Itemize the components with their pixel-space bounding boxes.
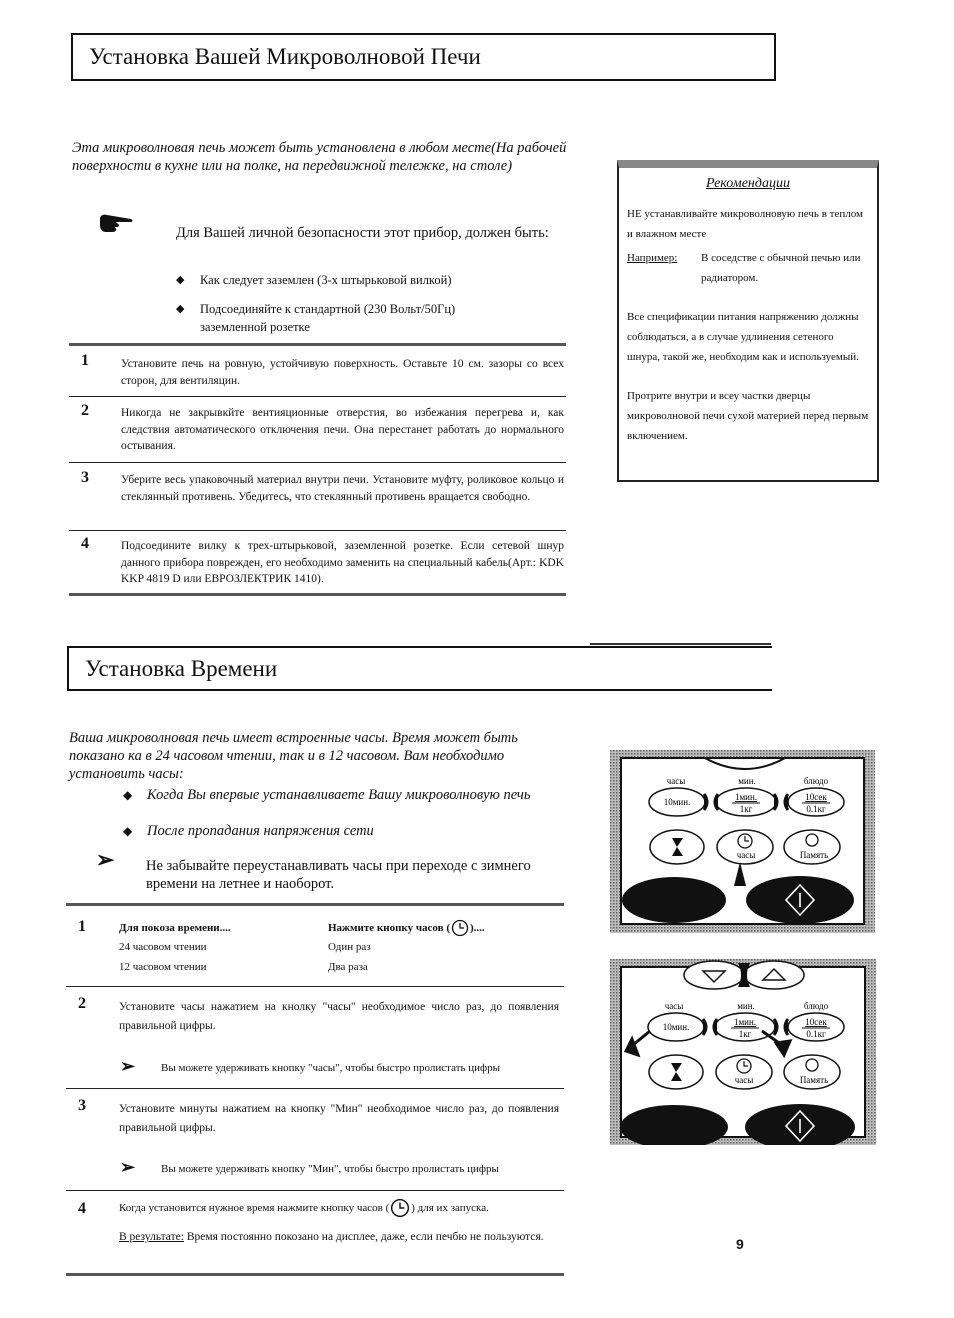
step-number: 3 [78,1097,86,1114]
safety-lead: Для Вашей личной безопасности этот прибор, должен быть: [176,225,549,241]
recommendation-p1: НЕ устанавливайте микроволновую печь в теплом и влажном месте [627,208,863,240]
step-text: Установите часы нажатием на кнолку "часы" необходимое число раз, до появления правильной цифры. [119,1001,559,1032]
result-label: В результате: [119,1231,184,1243]
label-dish: блюдо [803,1001,829,1011]
step4-text-after: ) для их запуска. [411,1202,489,1214]
label-dish: блюдо [803,776,829,786]
control-panel-drawing [610,959,876,1145]
step1-col1-header: Для покоза времени.... [119,922,231,934]
label-clock: часы [664,1001,684,1011]
bullet-text: Подсоединяйте к стандартной (230 Вольт/50Гц) заземленной розетке [200,302,456,334]
pointing-hand-icon [98,213,134,233]
step4-text [119,1198,489,1218]
diamond-bullet-icon: ◆ [176,274,185,286]
divider [66,986,564,987]
btn-1min: 1мин. [733,1017,757,1027]
step-text: Уберите весь упаковочный материал внутри печи. Установите муфту, роликовое кольцо и стеклянный противень. Убедитесь, что стеклянный противень вращается свободно. [121,474,564,503]
recommendation-p2: Все спецификации питания напряжению должны соблюдаться, а в случае удлинения сетеного шнура, такой же, необходим как и используемый. [627,311,859,363]
divider [69,396,566,397]
clock-bullet-1 [123,786,567,804]
bullet-text: Как следует заземлен (3-х штырьковой вилкой) [200,273,452,287]
btn-10sec: 10сек [805,1017,827,1027]
divider [66,1088,564,1089]
label-clock: часы [666,776,686,786]
arrow-note-icon: ➢ [96,847,115,872]
section2-top-rule [590,643,771,645]
step-text: Установите минуты нажатием на кнопку "Мин" необходимое число раз, до появления правильной цифры. [119,1103,559,1134]
step3-tip: Вы можете удерживать кнопку "Мин", чтобы быстро пролистать цифры [161,1163,499,1175]
table-row [328,941,371,953]
col2-header-end: ).... [470,922,485,934]
step1-col2-header [328,919,485,937]
step4-text-before: Когда установится нужное время нажмите кнопку часов ( [119,1202,390,1214]
btn-10min: 10мин. [663,797,691,807]
step4-result [119,1228,559,1247]
step-number: 3 [81,469,89,486]
divider [69,593,566,596]
btn-clock-label: часы [734,1075,754,1085]
btn-01kg: 0.1кг [806,804,826,814]
btn-1kg: 1кг [739,804,753,814]
recommendations-box [617,160,879,482]
safety-bullet-1 [176,271,560,289]
step-text: Установите печь на ровную, устойчивую поверхность. Оставьте 10 см. зазоры со всех сторон, для вентиляцин. [121,358,564,387]
btn-10sec: 10сек [805,792,827,802]
section1-title: Установка Вашей Микроволновой Печи [71,33,776,81]
section2-intro: Ваша микроволновая печь имеет встроенные часы. Время может быть показано ка в 24 часовом чтении, так и в 12 часовом. Вам необходимо установить часы: [69,730,518,782]
btn-memory-label: Память [799,850,829,860]
diamond-bullet-icon: ◆ [176,303,185,315]
label-min: мин. [738,776,756,786]
divider [69,462,566,463]
divider [69,343,566,346]
example-label: Например: [627,252,678,264]
step-number: 2 [81,402,89,419]
diamond-bullet-icon: ◆ [123,824,133,838]
step-text: Никогда не закрывкйте вентияционные отверстия, во избежания перегрева и, как следствия автоматического отключения печи. Она перестанет работать до нормального остывания. [121,407,564,452]
clock-icon [390,1198,410,1218]
table-row [119,941,207,953]
control-panel-drawing [610,750,875,933]
divider [66,1273,564,1276]
recommendation-p3: Протрите внутри и всеу частки дверцы микроволновой печи сухой материей перед первым включением. [627,390,869,442]
clock-icon [451,919,469,937]
bullet-text: После пропадания напряжения сети [147,823,374,839]
recommendation-example [627,248,871,288]
row-mode: 12 часовом чтении [119,961,207,973]
arrow-note-icon: ➢ [120,1157,136,1177]
section1-intro: Эта микроволновая печь может быть установлена в любом месте(На рабочей поверхности в кухне или на полке, на передвижной тележке, на столе) [72,140,567,174]
step-number: 1 [81,352,89,369]
control-panel-illustration-2 [610,959,876,1145]
diamond-bullet-icon: ◆ [123,788,133,802]
result-text: Время постоянно покозано на дисплее, даже, если печбю не пользуются. [186,1231,544,1243]
btn-01kg: 0.1кг [806,1029,826,1039]
divider [69,530,566,531]
step-text: Подсоедините вилку к трех-штырьковой, заземленной розетке. Если сетевой шнур данного прибора поврежден, его необходимо заменить на специальный кабель(Арт.: KDK KKP 4819 D или ЕВРОЗЛЕКТРИК 1410). [121,540,564,585]
btn-clock-label: часы [736,850,756,860]
btn-1kg: 1кг [738,1029,752,1039]
section2-title: Установка Времени [67,646,772,691]
btn-10min: 10мин. [662,1022,690,1032]
example-text: В соседстве с обычной печью или радиатором. [701,252,861,284]
divider [66,903,564,906]
step-number: 4 [78,1200,86,1217]
step2-tip: Вы можете удерживать кнопку "часы", чтобы быстро пролистать цифры [161,1062,501,1074]
table-row [328,961,368,973]
safety-bullet-2 [176,300,510,336]
arrow-note-icon: ➢ [120,1056,136,1076]
step-number: 4 [81,535,89,552]
row-presses: Два раза [328,961,368,973]
control-panel-illustration-1 [610,750,875,933]
table-row [119,961,207,973]
bullet-text: Когда Вы впервые устанавливаете Вашу микроволновую печь [147,787,531,803]
divider [66,1190,564,1191]
row-mode: 24 часовом чтении [119,941,207,953]
col2-header-text: Нажмите кнопку часов ( [328,922,451,934]
clock-bullet-2 [123,822,567,840]
row-presses: Один раз [328,941,371,953]
btn-memory-label: Память [799,1075,829,1085]
recommendations-title: Рекомендации [706,176,790,191]
step-number: 1 [78,918,86,935]
dst-note: Не забывайте переустанавливать часы при переходе с зимнего времени на летнее и наоборот. [146,858,531,892]
page-number: 9 [736,1236,744,1252]
label-min: мин. [737,1001,755,1011]
step-number: 2 [78,995,86,1012]
btn-1min: 1мин. [734,792,758,802]
